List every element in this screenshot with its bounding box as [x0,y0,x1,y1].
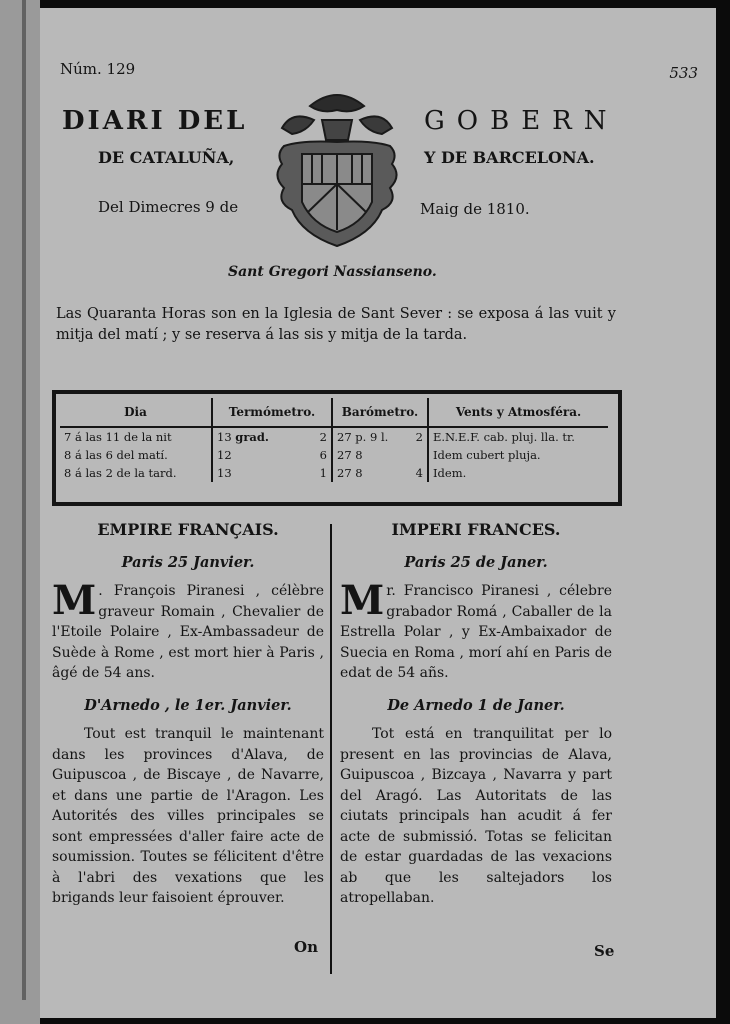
temp-fraction: 6 [319,448,327,462]
header-termometro: Termómetro. [212,398,332,427]
masthead-title-left: DIARI DEL [62,106,248,136]
cell-vents: Idem. [433,466,467,480]
cell-dia: 8 á las 2 de la tard. [60,464,212,482]
dateline-arnedo: De Arnedo 1 de Janer. [387,696,565,714]
header-barometro: Barómetro. [332,398,428,427]
baro-fraction: 2 [415,430,423,444]
piranesi-text: r. Francisco Piranesi , célebre grabador Romá , Caballer de la Estrella Polar , y Ex-Ambaixador de Suecia en Roma , morí ahí en Paris de edat de 54 añs. [340,583,612,681]
temp-value: 13 [217,466,232,480]
arnedo-article: Tot está en tranquilitat per lo present en las provincias de Alava, Guipuscoa , Bizcaya , Navarra y part del Aragó. Las Autoritats de las ciutats principals han acudit á fer acte de submissió. Totas se felicitan de estar guardadas de las vexacions ab que les saltejadors los atropellaban. [340,726,612,906]
weather-row [60,427,608,446]
baro-unit-l: l. [380,430,389,444]
cell-dia: 8 á las 6 del matí. [60,446,212,464]
header-vents: Vents y Atmosféra. [428,398,608,427]
masthead-subtitle-left: DE CATALUÑA, [98,148,235,167]
saint-of-the-day: Sant Gregori Nassianseno. [228,264,437,280]
drop-cap: M [340,577,385,624]
baro-lines: 8 [355,466,363,480]
temp-fraction: 1 [319,466,327,480]
temp-fraction: 2 [319,430,327,444]
baro-inches: 27 [337,430,352,444]
catalan-column-heading: IMPERI FRANCES. [391,520,561,539]
temp-unit: grad. [235,430,269,444]
drop-cap: M [52,577,97,624]
catalan-column [340,520,612,909]
baro-inches: 27 [337,448,352,462]
cell-vents: Idem cubert pluja. [433,448,541,462]
cell-termometro [212,446,332,464]
cell-vents: E.N.E.F. cab. pluj. lla. tr. [433,430,575,444]
weather-table-frame [52,390,622,506]
dateline-paris: Paris 25 Janvier. [121,553,255,571]
masthead-subtitle-right: Y DE BARCELONA. [424,148,595,167]
book-spine-left-page [0,0,40,1024]
column-divider [330,524,332,974]
issue-date-left: Del Dimecres 9 de [98,198,239,216]
piranesi-article [340,577,612,684]
piranesi-text: . François Piranesi , célèbre graveur Romain , Chevalier de l'Etoile Polaire , Ex-Ambassadeur de Suède à Rome , est mort hier à Paris , âgé de 54 ans. [52,583,324,681]
weather-table [60,398,608,482]
header-dia: Dia [60,398,212,427]
spine-fold-shadow [22,0,26,1000]
cell-barometro [332,446,428,464]
coat-of-arms-icon [262,84,412,250]
weather-row [60,446,608,464]
weather-header-row [60,398,608,427]
forty-hours-notice: Las Quaranta Horas son en la Iglesia de Sant Sever : se exposa á las vuit y mitja del matí ; y se reserva á las sis y mitja de la tarda. [56,306,616,343]
weather-row [60,464,608,482]
baro-fraction: 4 [415,466,423,480]
temp-value: 12 [217,448,232,462]
catchword-right: Se [594,942,615,960]
cell-barometro [332,427,428,446]
arnedo-article: Tout est tranquil le maintenant dans les provinces d'Alava, de Guipuscoa , de Biscaye , de Navarre, et dans une partie de l'Aragon. Les Autorités des villes principales se sont empressées d'aller faire acte de soumission. Toutes se félicitent d'être à l'abri des vexations que les brigands leur faisoient éprouver. [52,726,324,906]
issue-number: Núm. 129 [60,60,136,78]
page-number: 533 [669,64,698,82]
dateline-arnedo: D'Arnedo , le 1er. Janvier. [84,696,292,714]
baro-inches: 27 [337,466,352,480]
baro-unit-p: p. [355,430,367,444]
piranesi-article [52,577,324,684]
french-column-heading: EMPIRE FRANÇAIS. [97,520,279,539]
cell-dia: 7 á las 11 de la nit [60,427,212,446]
cell-barometro [332,464,428,482]
dateline-paris: Paris 25 de Janer. [404,553,548,571]
cell-termometro [212,427,332,446]
baro-lines: 8 [355,448,363,462]
issue-date-right: Maig de 1810. [420,200,530,218]
newspaper-page [40,8,716,1018]
temp-value: 13 [217,430,232,444]
cell-termometro [212,464,332,482]
catchword-left: On [294,938,318,956]
baro-lines: 9 [369,430,378,444]
french-column [52,520,324,909]
masthead-title-right: GOBERN [424,106,619,136]
